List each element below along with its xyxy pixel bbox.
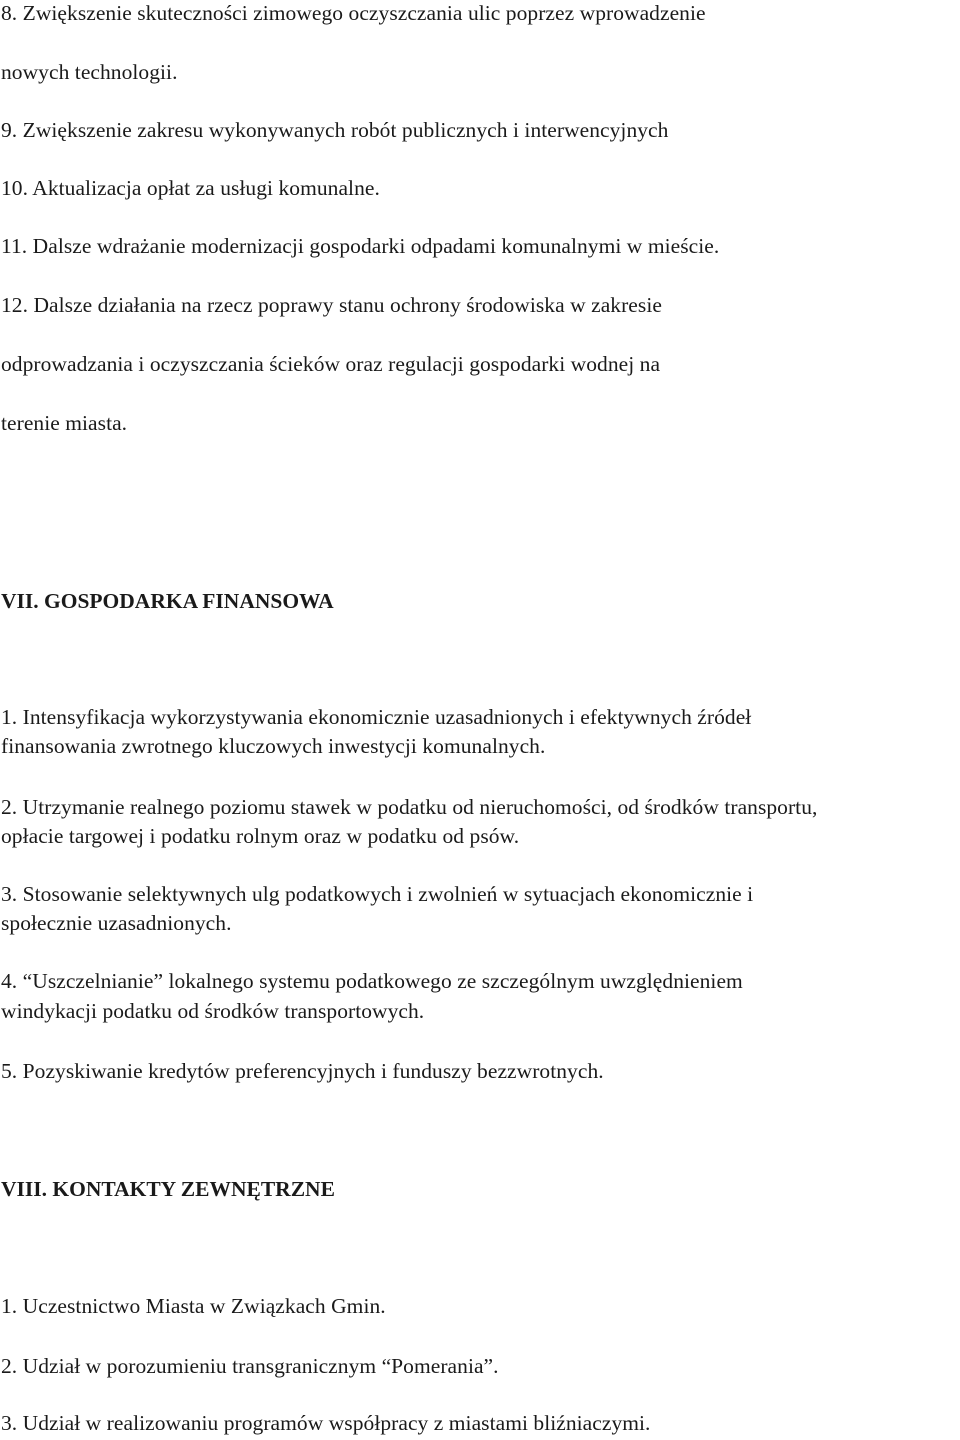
section-vi-item-10: 10. Aktualizacja opłat za usługi komunalne.: [1, 176, 380, 200]
section-vi-item-9: 9. Zwiększenie zakresu wykonywanych robót publicznych i interwencyjnych: [1, 118, 669, 142]
section-vii-item-5: 5. Pozyskiwanie kredytów preferencyjnych i funduszy bezzwrotnych.: [1, 1059, 604, 1083]
section-vii-item-2-line-2: opłacie targowej i podatku rolnym oraz w podatku od psów.: [1, 824, 520, 848]
section-viii-item-3: 3. Udział w realizowaniu programów współpracy z miastami bliźniaczymi.: [1, 1411, 651, 1435]
section-vi-item-12-line-1: 12. Dalsze działania na rzecz poprawy stanu ochrony środowiska w zakresie: [1, 293, 662, 317]
section-vii-heading: VII. GOSPODARKA FINANSOWA: [1, 589, 334, 613]
section-vii-item-3-line-1: 3. Stosowanie selektywnych ulg podatkowych i zwolnień w sytuacjach ekonomicznie i: [1, 882, 754, 906]
section-vii-item-4-line-2: windykacji podatku od środków transportowych.: [1, 999, 425, 1023]
section-vi-item-11: 11. Dalsze wdrażanie modernizacji gospodarki odpadami komunalnymi w mieście.: [1, 234, 720, 258]
section-vii-item-1-line-2: finansowania zwrotnego kluczowych inwestycji komunalnych.: [1, 734, 546, 758]
section-vi-item-8-line-2: nowych technologii.: [1, 60, 178, 84]
section-viii-heading: VIII. KONTAKTY ZEWNĘTRZNE: [1, 1177, 335, 1201]
section-viii-item-1: 1. Uczestnictwo Miasta w Związkach Gmin.: [1, 1294, 386, 1318]
section-vi-item-12-line-2: odprowadzania i oczyszczania ścieków oraz regulacji gospodarki wodnej na: [1, 352, 661, 376]
section-vi-item-12-line-3: terenie miasta.: [1, 411, 128, 435]
section-vi-item-8-line-1: 8. Zwiększenie skuteczności zimowego oczyszczania ulic poprzez wprowadzenie: [1, 1, 706, 25]
section-vii-item-4-line-1: 4. “Uszczelnianie” lokalnego systemu podatkowego ze szczególnym uwzględnieniem: [1, 969, 743, 993]
section-vii-item-3-line-2: społecznie uzasadnionych.: [1, 911, 232, 935]
section-vii-item-1-line-1: 1. Intensyfikacja wykorzystywania ekonomicznie uzasadnionych i efektywnych źródeł: [1, 705, 752, 729]
section-vii-item-2-line-1: 2. Utrzymanie realnego poziomu stawek w podatku od nieruchomości, od środków transportu,: [1, 795, 818, 819]
section-viii-item-2: 2. Udział w porozumieniu transgranicznym “Pomerania”.: [1, 1354, 499, 1378]
